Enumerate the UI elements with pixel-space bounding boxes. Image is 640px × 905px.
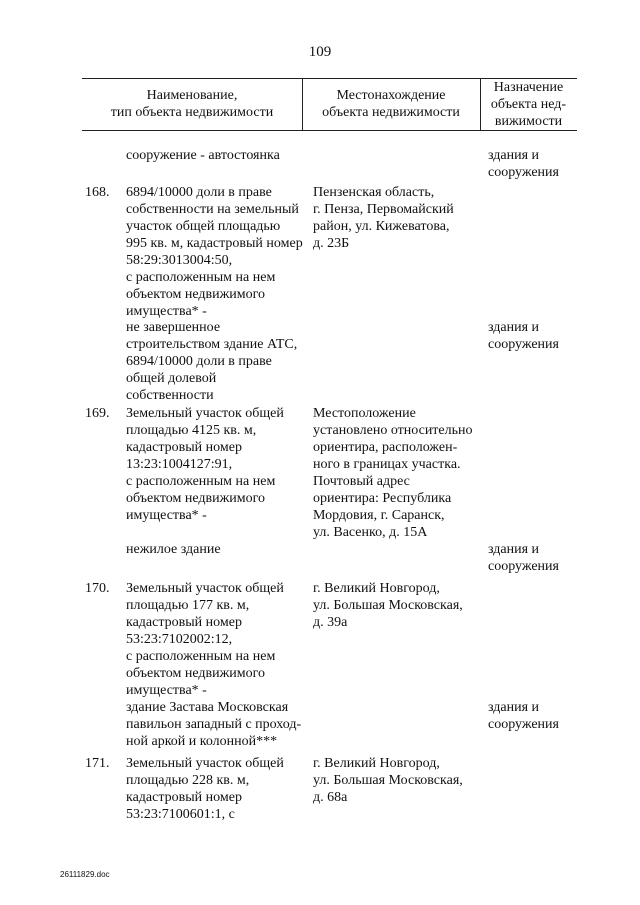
- row-171-name: Земельный участок общей площадью 228 кв. м, кадастровый номер 53:23:7100601:1, с: [126, 756, 284, 822]
- row-168-name: 6894/10000 доли в праве собственности на земельный участок общей площадью 995 кв. м, кадастровый номер 58:29:3013004:50, с расположенным на нем объектом недвижимого имущества* -: [126, 185, 303, 319]
- row-169-name: Земельный участок общей площадью 4125 кв. м, кадастровый номер 13:23:1004127:91, с расположенным на нем объектом недвижимого имущества* -: [126, 406, 284, 523]
- row-170-subobject-purpose: здания и сооружения: [488, 700, 559, 732]
- row-169-subobject-name: нежилое здание: [126, 542, 221, 557]
- row-170-location: г. Великий Новгород, ул. Большая Московская, д. 39а: [313, 581, 463, 630]
- document-filename: 26111829.doc: [60, 870, 110, 879]
- row-continuation-name: сооружение - автостоянка: [126, 148, 280, 163]
- page-number: 109: [308, 44, 332, 60]
- header-location-column: Местонахождение объекта недвижимости: [322, 88, 460, 120]
- table-header-rule: [82, 130, 577, 131]
- row-continuation-purpose: здания и сооружения: [488, 148, 559, 180]
- row-169-location: Местоположение установлено относительно ориентира, расположен- ного в границах участка. Почтовый адрес ориентира: Республика Мордовия, г. Саранск, ул. Васенко, д. 15А: [313, 406, 473, 540]
- row-number: 170.: [85, 581, 110, 596]
- row-number: 169.: [85, 406, 110, 421]
- row-168-subobject-name: не завершенное строительством здание АТС, 6894/10000 доли в праве общей долевой собственности: [126, 320, 298, 403]
- row-171-location: г. Великий Новгород, ул. Большая Московская, д. 68а: [313, 756, 463, 805]
- row-number: 171.: [85, 756, 110, 771]
- header-purpose-column: Назначение объекта нед- вижимости: [490, 79, 567, 129]
- row-169-subobject-purpose: здания и сооружения: [488, 542, 559, 574]
- row-168-location: Пензенская область, г. Пенза, Первомайский район, ул. Кижеватова, д. 23Б: [313, 185, 454, 251]
- row-168-subobject-purpose: здания и сооружения: [488, 320, 559, 352]
- row-170-name: Земельный участок общей площадью 177 кв. м, кадастровый номер 53:23:7102002:12, с расположенным на нем объектом недвижимого имущества* -: [126, 581, 284, 698]
- header-name-column: Наименование, тип объекта недвижимости: [110, 88, 274, 120]
- row-number: 168.: [85, 185, 110, 200]
- row-170-subobject-name: здание Застава Московская павильон западный с проход- ной аркой и колонной***: [126, 700, 302, 749]
